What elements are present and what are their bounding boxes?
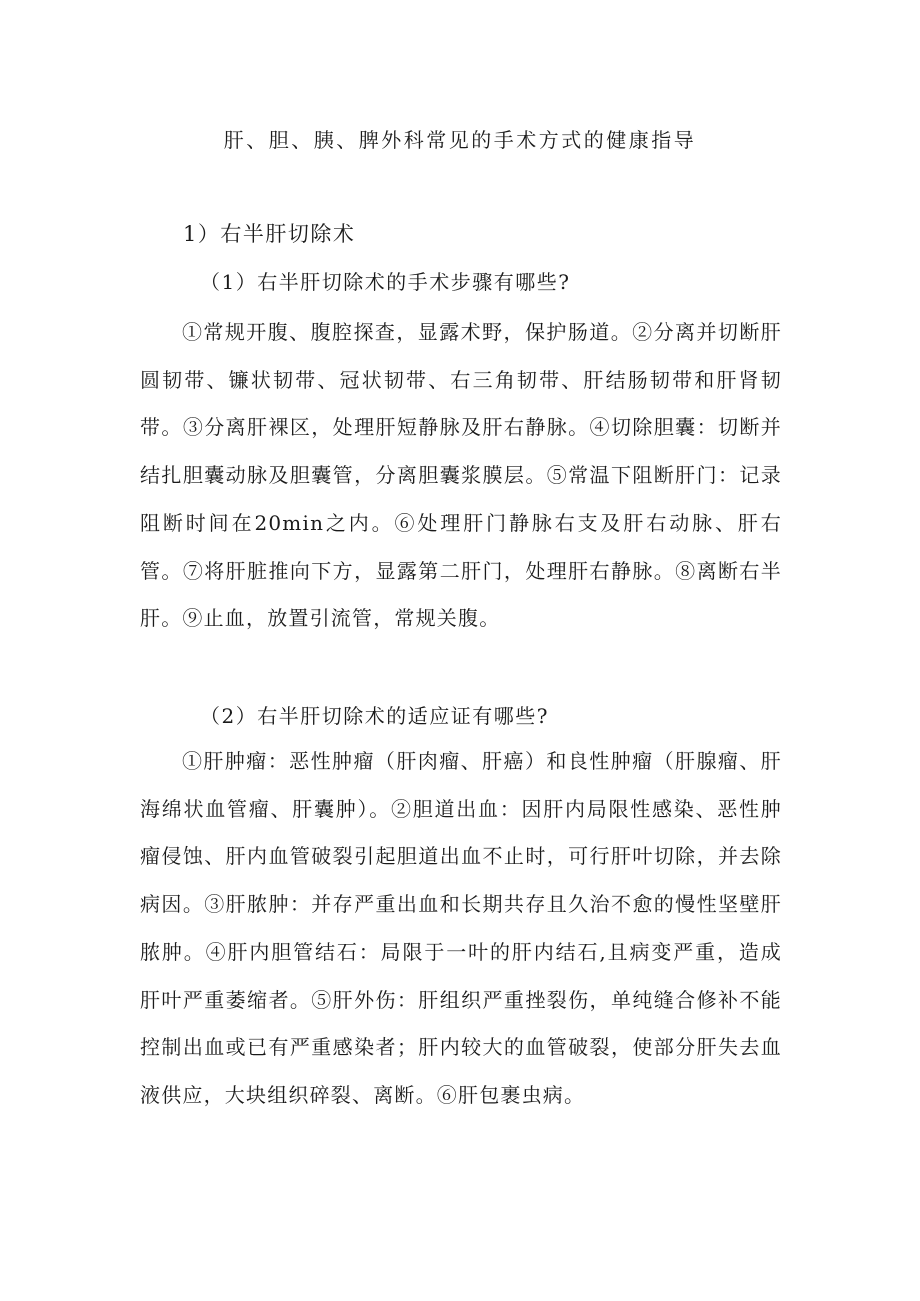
subsection-question-1: （1）右半肝切除术的手术步骤有哪些?: [200, 270, 571, 294]
section-heading: 1）右半肝切除术: [183, 222, 356, 246]
subsection-question-2: （2）右半肝切除术的适应证有哪些?: [200, 704, 549, 728]
subsection-answer-2: ①肝肿瘤：恶性肿瘤（肝肉瘤、肝癌）和良性肿瘤（肝腺瘤、肝海绵状血管瘤、肝囊肿）。②胆道出血：因肝内局限性感染、恶性肿瘤侵蚀、肝内血管破裂引起胆道出血不止时，可行肝叶切除，并去除病因。③肝脓肿：并存严重出血和长期共存且久治不愈的慢性坚壁肝脓肿。④肝内胆管结石：局限于一叶的肝内结石,且病变严重，造成肝叶严重萎缩者。⑤肝外伤：肝组织严重挫裂伤，单纯缝合修补不能控制出血或已有严重感染者；肝内较大的血管破裂，使部分肝失去血液供应，大块组织碎裂、离断。⑥肝包裹虫病。: [140, 749, 782, 1107]
subsection-answer-1: ①常规开腹、腹腔探查，显露术野，保护肠道。②分离并切断肝圆韧带、镰状韧带、冠状韧带、右三角韧带、肝结肠韧带和肝肾韧带。③分离肝裸区，处理肝短静脉及肝右静脉。④切除胆囊：切断并结扎胆囊动脉及胆囊管，分离胆囊浆膜层。⑤常温下阻断肝门：记录阻断时间在20min之内。⑥处理肝门静脉右支及肝右动脉、肝右管。⑦将肝脏推向下方，显露第二肝门，处理肝右静脉。⑧离断右半肝。⑨止血，放置引流管，常规关腹。: [140, 320, 782, 631]
document-title: 肝、胆、胰、脾外科常见的手术方式的健康指导: [223, 128, 697, 152]
